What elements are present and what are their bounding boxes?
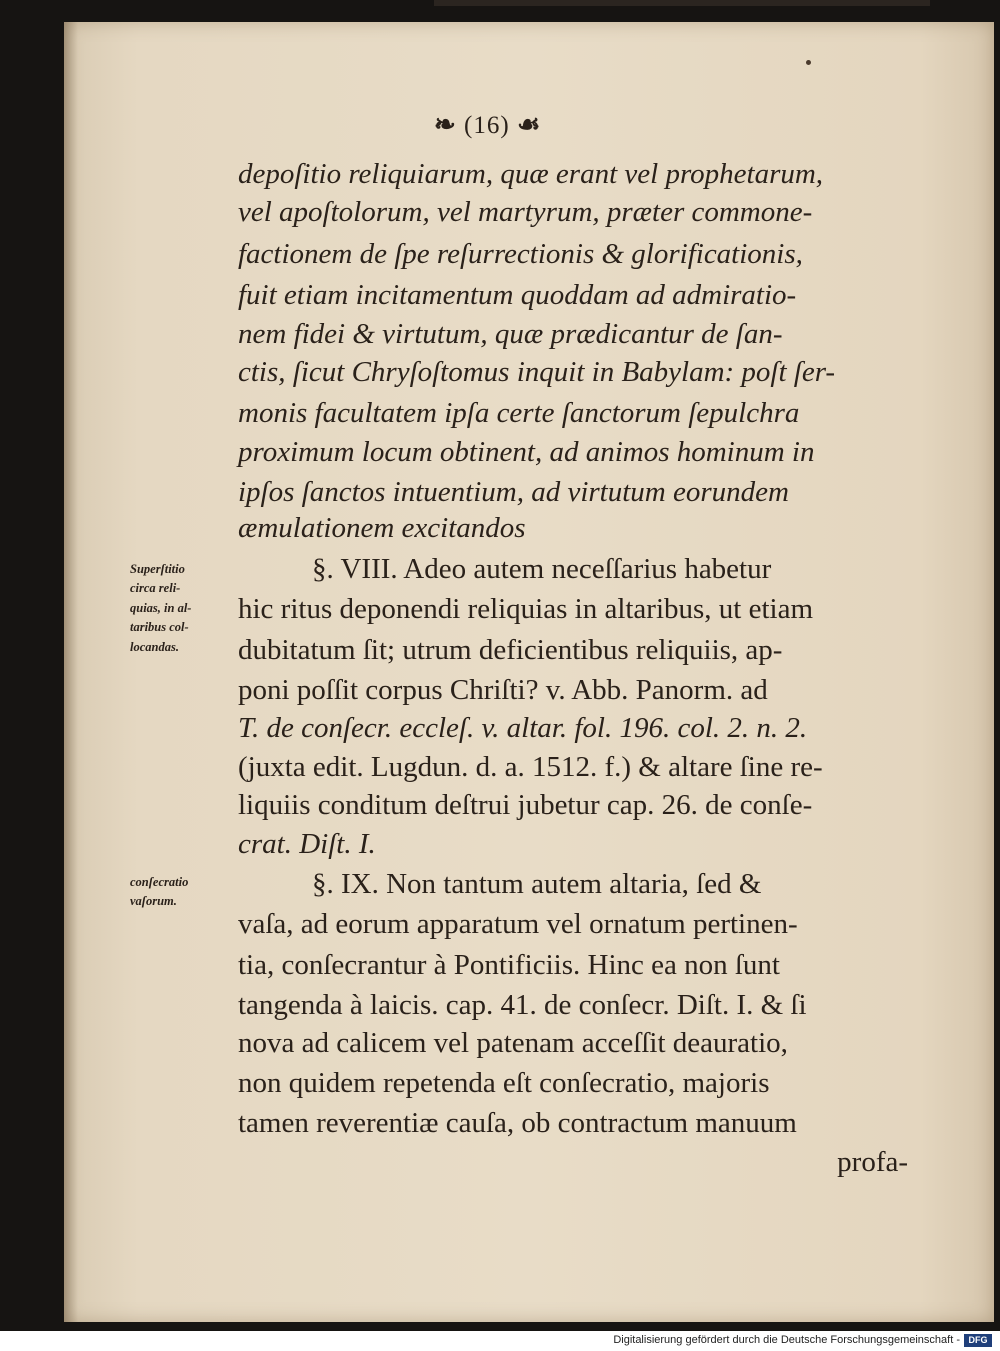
text-line: æmulationem excitandos: [238, 512, 526, 544]
marginal-note-consecration: [130, 873, 240, 912]
marginal-line: taribus col-: [130, 620, 189, 635]
text-line: vaſa, ad eorum apparatum vel ornatum pertinen-: [238, 908, 798, 940]
text-line: nem fidei & virtutum, quæ prædicantur de ſan-: [238, 318, 783, 350]
left-ornament: ❧: [434, 110, 457, 139]
marginal-line: conſecratio: [130, 875, 189, 889]
footer-bar: [0, 1331, 1000, 1351]
marginal-line: circa reli-: [130, 581, 181, 596]
text-line: proximum locum obtinent, ad animos hominum in: [238, 436, 815, 468]
text-line: dubitatum ſit; utrum deficientibus reliquiis, ap-: [238, 634, 783, 666]
text-line: monis facultatem ipſa certe ſanctorum ſepulchra: [238, 397, 800, 429]
text-line: vel apoſtolorum, vel martyrum, præter commone-: [238, 196, 813, 228]
digitization-credit: Digitalisierung gefördert durch die Deutsche Forschungsgemeinschaft -: [613, 1334, 960, 1346]
marginal-line: vaſorum.: [130, 894, 177, 909]
marginal-note-superstition: [130, 560, 240, 657]
marginal-line: Superſtitio: [130, 562, 185, 576]
right-ornament: ☙: [516, 110, 542, 139]
ink-speck: [806, 60, 811, 65]
catchword: profa-: [837, 1146, 908, 1178]
text-line: tamen reverentiæ cauſa, ob contractum manuum: [238, 1107, 797, 1139]
text-line: poni poſſit corpus Chriſti? v. Abb. Panorm. ad: [238, 674, 768, 706]
text-line: ctis, ſicut Chryſoſtomus inquit in Babylam: poſt ſer-: [238, 356, 836, 388]
text-line: tangenda à laicis. cap. 41. de conſecr. Diſt. I. & ſi: [238, 989, 807, 1021]
dfg-logo: DFG: [964, 1334, 992, 1347]
text-line: crat. Diſt. I.: [238, 828, 376, 860]
text-line: ipſos ſanctos intuentium, ad virtutum eorundem: [238, 476, 789, 508]
text-line: nova ad calicem vel patenam acceſſit deauratio,: [238, 1027, 788, 1059]
text-line: (juxta edit. Lugdun. d. a. 1512. f.) & altare ſine re-: [238, 751, 823, 783]
text-line: tia, conſecrantur à Pontificiis. Hinc ea non ſunt: [238, 949, 780, 981]
section-viii-heading: §. VIII. Adeo autem neceſſarius habetur: [312, 553, 772, 585]
text-line: liquiis conditum deſtrui jubetur cap. 26. de conſe-: [238, 789, 813, 821]
text-line: factionem de ſpe reſurrectionis & glorificationis,: [238, 238, 803, 270]
text-line: hic ritus deponendi reliquias in altaribus, ut etiam: [238, 593, 814, 625]
marginal-line: quias, in al-: [130, 600, 192, 615]
text-line: non quidem repetenda eſt conſecratio, majoris: [238, 1067, 770, 1099]
page-header: [434, 110, 674, 140]
text-line: fuit etiam incitamentum quoddam ad admiratio-: [238, 279, 797, 311]
section-ix-heading: §. IX. Non tantum autem altaria, ſed &: [312, 868, 762, 900]
page-top-edge: [434, 0, 930, 6]
page-number: (16): [464, 112, 510, 139]
text-line: depoſitio reliquiarum, quæ erant vel prophetarum,: [238, 158, 824, 190]
text-line: T. de conſecr. eccleſ. v. altar. fol. 196. col. 2. n. 2.: [238, 712, 808, 744]
gutter-shadow: [64, 22, 78, 1322]
marginal-line: locandas.: [130, 639, 179, 654]
